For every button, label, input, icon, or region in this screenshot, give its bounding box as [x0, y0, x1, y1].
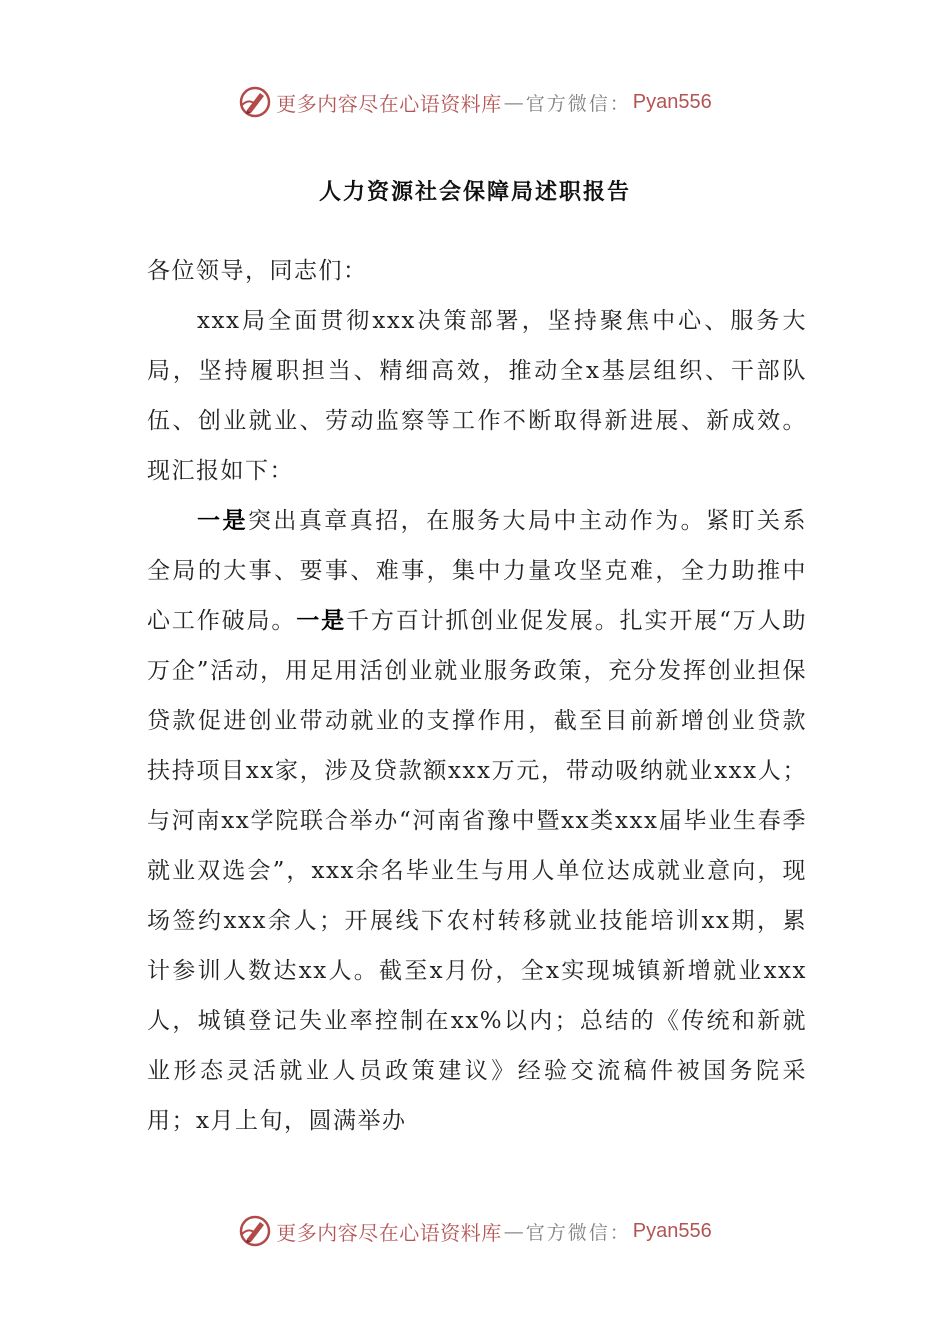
banner-wechat-id: Pyan556 — [632, 90, 712, 113]
banner-dash: — — [503, 90, 524, 114]
intro-paragraph: xxx局全面贯彻xxx决策部署，坚持聚焦中心、服务大局，坚持履职担当、精细高效，推动全x基层组织、干部队伍、创业就业、劳动监察等工作不断取得新进展、新成效。现汇报如下： — [147, 308, 807, 484]
document-body — [147, 246, 807, 1146]
section-lead: 一是 — [197, 507, 248, 534]
pen-logo-icon — [238, 85, 272, 119]
pen-logo-icon — [238, 1214, 272, 1248]
banner-label: 官方微信： — [525, 92, 631, 115]
banner-text: 更多内容尽在心语资料库 — [276, 91, 502, 116]
subsection-text: 千方百计抓创业促发展。扎实开展“万人助万企”活动，用足用活创业就业服务政策，充分发挥创业担保贷款促进创业带动就业的支撑作用，截至目前新增创业贷款扶持项目xx家，涉及贷款额xxx万元，带动吸纳就业xxx人；与河南xx学院联合举办“河南省豫中暨xx类xxx届毕业生春季就业双选会”，xxx余名毕业生与用人单位达成就业意向，现场签约xxx余人；开展线下农村转移就业技能培训xx期，累计参训人数达xx人。截至x月份，全x实现城镇新增就业xxx人，城镇登记失业率控制在xx%以内；总结的《传统和新就业形态灵活就业人员政策建议》经验交流稿件被国务院采用；x月上旬，圆满举办 — [147, 608, 807, 1134]
header-banner — [0, 82, 950, 122]
banner-wechat-id: Pyan556 — [632, 1219, 712, 1242]
section-paragraph — [147, 496, 807, 1146]
banner-label: 官方微信： — [525, 1221, 631, 1244]
banner-dash: — — [503, 1219, 524, 1243]
salutation: 各位领导，同志们： — [147, 258, 368, 284]
footer-banner — [0, 1211, 950, 1251]
section-text: 突出真章真招，在服务大局中主动作为。紧盯关系全局的大事、要事、难事，集中力量攻坚克难，全力助推中心工作破局。 — [147, 508, 808, 634]
subsection-lead: 一是 — [296, 607, 346, 634]
document-title: 人力资源社会保障局述职报告 — [318, 180, 631, 205]
banner-text: 更多内容尽在心语资料库 — [276, 1220, 502, 1245]
